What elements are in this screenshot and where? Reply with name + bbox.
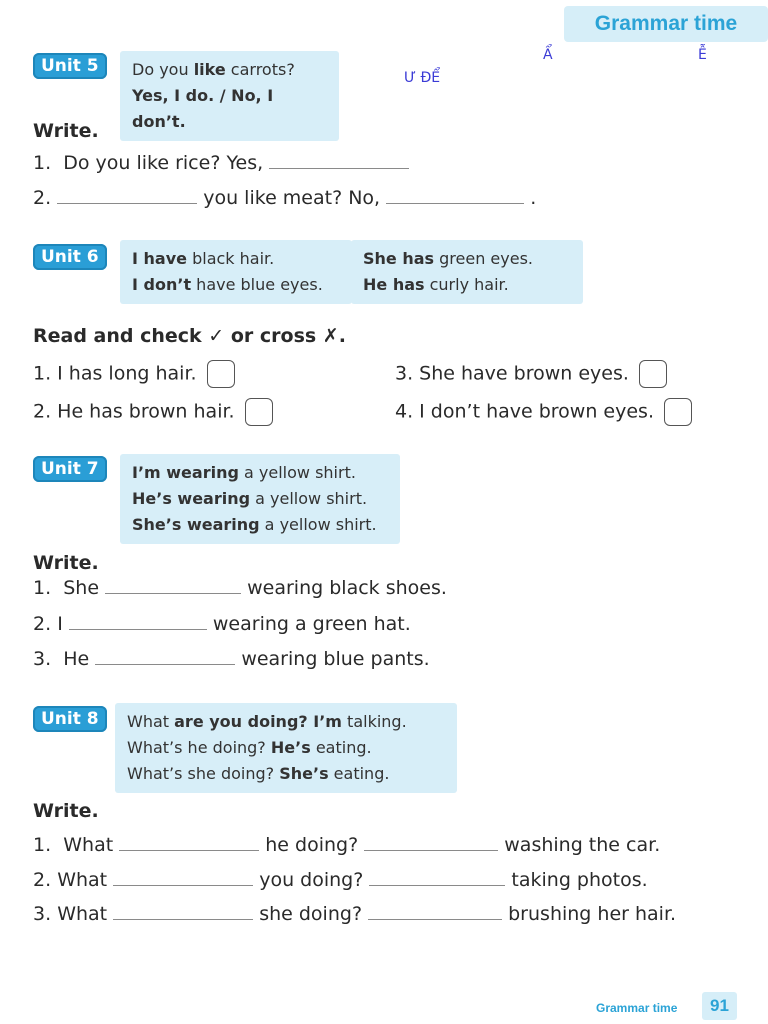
grammar-bold-text: She has <box>363 249 435 268</box>
grammar-bold-text: I’m wearing <box>132 463 239 482</box>
grammar-bold-text: like <box>193 60 226 79</box>
answer-blank[interactable] <box>119 836 259 851</box>
grammar-line <box>127 709 445 735</box>
unit-5-item-2: 2. you like meat? No, . <box>33 187 537 209</box>
unit-7-item-2: 2. I wearing a green hat. <box>33 613 411 635</box>
answer-blank[interactable] <box>369 871 505 886</box>
check-box[interactable] <box>664 398 692 426</box>
grammar-time-tab: Grammar time <box>564 6 768 42</box>
grammar-text: a yellow shirt. <box>238 463 356 482</box>
grammar-bold-text: She’s <box>279 764 329 783</box>
answer-blank[interactable] <box>386 189 524 204</box>
stray-mark-2: Ễ <box>698 47 707 63</box>
grammar-line <box>127 761 445 787</box>
grammar-bold-text: She’s wearing <box>132 515 260 534</box>
unit-5-heading: Write. <box>33 120 99 142</box>
answer-blank[interactable] <box>113 905 253 920</box>
unit-6-item-3: 3. She have brown eyes. <box>395 360 667 388</box>
grammar-line <box>132 57 327 83</box>
check-box[interactable] <box>207 360 235 388</box>
unit-7-item-1: 1. She wearing black shoes. <box>33 577 447 599</box>
grammar-bold-text: Yes, I do. / No, I don’t. <box>132 86 274 131</box>
unit-6-item-1: 1. I has long hair. <box>33 360 235 388</box>
grammar-bold-text: are you doing? I’m <box>174 712 342 731</box>
stray-mark-3: Ư ĐỂ <box>404 70 441 86</box>
grammar-text: a yellow shirt. <box>259 515 377 534</box>
grammar-bold-text: He’s <box>270 738 311 757</box>
answer-blank[interactable] <box>69 615 207 630</box>
grammar-line <box>363 272 571 298</box>
grammar-text: eating. <box>310 738 372 757</box>
unit-5-grammar-box <box>120 51 339 141</box>
unit-6-grammar-box-left <box>120 240 352 304</box>
grammar-line <box>132 246 340 272</box>
page-number: 91 <box>702 992 737 1020</box>
grammar-line <box>127 735 445 761</box>
unit-7-heading: Write. <box>33 552 99 574</box>
unit-6-badge: Unit 6 <box>33 244 107 270</box>
grammar-line <box>132 486 388 512</box>
unit-6-heading: Read and check ✓ or cross ✗. <box>33 325 346 347</box>
answer-blank[interactable] <box>368 905 502 920</box>
check-box[interactable] <box>639 360 667 388</box>
answer-blank[interactable] <box>269 154 409 169</box>
unit-7-item-3: 3. He wearing blue pants. <box>33 648 430 670</box>
grammar-text: talking. <box>341 712 407 731</box>
grammar-text: What’s she doing? <box>127 764 280 783</box>
check-box[interactable] <box>245 398 273 426</box>
answer-blank[interactable] <box>105 579 241 594</box>
unit-6-grammar-box-right <box>351 240 583 304</box>
grammar-line <box>132 272 340 298</box>
grammar-text: green eyes. <box>434 249 534 268</box>
grammar-bold-text: I don’t <box>132 275 192 294</box>
unit-8-badge: Unit 8 <box>33 706 107 732</box>
unit-8-heading: Write. <box>33 800 99 822</box>
answer-blank[interactable] <box>95 650 235 665</box>
grammar-text: Do you <box>132 60 194 79</box>
grammar-text: curly hair. <box>424 275 509 294</box>
grammar-text: What’s he doing? <box>127 738 271 757</box>
unit-6-item-4: 4. I don’t have brown eyes. <box>395 398 692 426</box>
grammar-text: a yellow shirt. <box>250 489 368 508</box>
unit-5-item-1: 1. Do you like rice? Yes, <box>33 152 409 174</box>
unit-8-item-1: 1. What he doing? washing the car. <box>33 834 661 856</box>
grammar-text: eating. <box>328 764 390 783</box>
answer-blank[interactable] <box>113 871 253 886</box>
grammar-bold-text: He has <box>363 275 425 294</box>
grammar-line <box>132 512 388 538</box>
unit-6-item-2: 2. He has brown hair. <box>33 398 273 426</box>
answer-blank[interactable] <box>57 189 197 204</box>
grammar-text: black hair. <box>187 249 275 268</box>
unit-8-grammar-box <box>115 703 457 793</box>
grammar-line <box>132 460 388 486</box>
grammar-line <box>363 246 571 272</box>
stray-mark-1: Ẩ <box>543 47 553 63</box>
unit-8-item-2: 2. What you doing? taking photos. <box>33 869 648 891</box>
grammar-bold-text: He’s wearing <box>132 489 251 508</box>
grammar-bold-text: I have <box>132 249 187 268</box>
footer-label: Grammar time <box>596 1001 678 1015</box>
unit-7-grammar-box <box>120 454 400 544</box>
unit-7-badge: Unit 7 <box>33 456 107 482</box>
grammar-text: What <box>127 712 175 731</box>
unit-5-badge: Unit 5 <box>33 53 107 79</box>
answer-blank[interactable] <box>364 836 498 851</box>
grammar-text: have blue eyes. <box>191 275 323 294</box>
unit-8-item-3: 3. What she doing? brushing her hair. <box>33 903 677 925</box>
grammar-line <box>132 83 327 135</box>
grammar-text: carrots? <box>225 60 295 79</box>
